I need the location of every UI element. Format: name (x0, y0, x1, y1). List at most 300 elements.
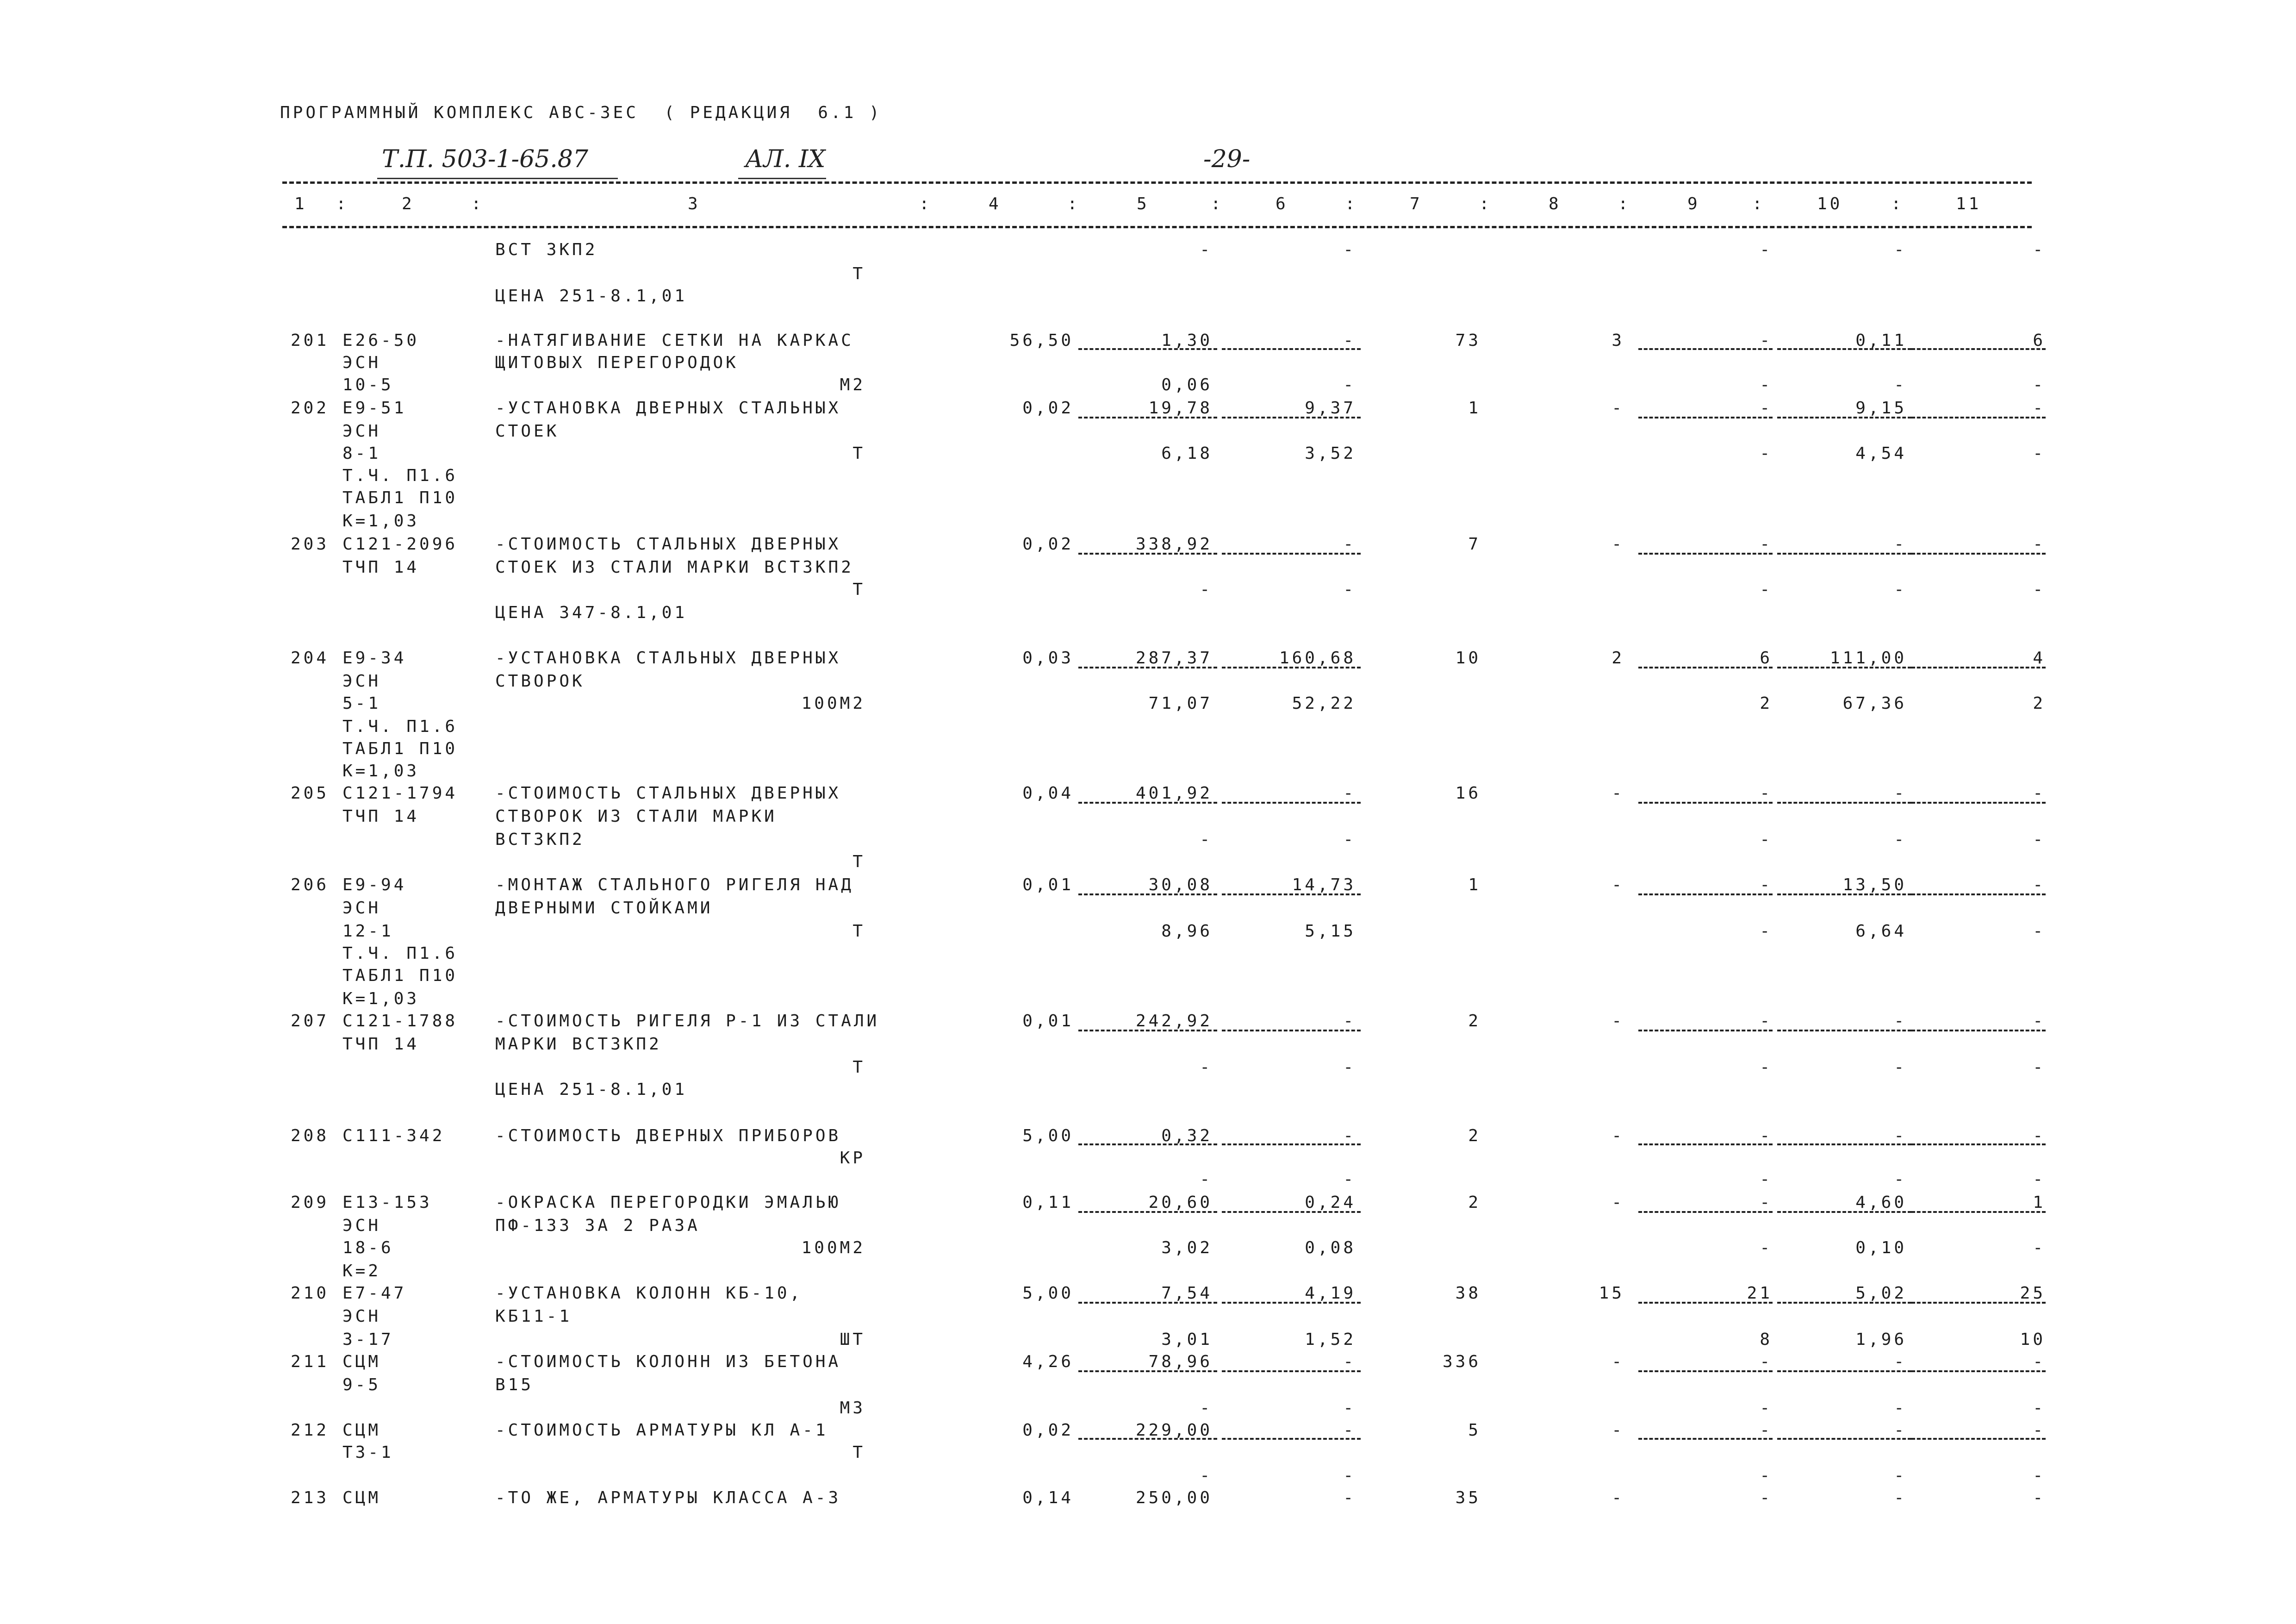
subtotal-rule (1638, 1370, 1773, 1372)
code-cell: СЦМ (342, 1352, 381, 1371)
col9-cell: - (1760, 1421, 1773, 1440)
code-cell: К=1,03 (342, 762, 420, 781)
subtotal-rule (1777, 1143, 1911, 1145)
col4-cell: 0,02 (1022, 535, 1074, 554)
description-cell: СТОЕК ИЗ СТАЛИ МАРКИ ВСТ3КП2 (495, 558, 854, 577)
description-cell: ЦЕНА 251-8.1,01 (495, 287, 688, 306)
unit-cell: Т (852, 444, 865, 463)
doc-code: Т.П. 503-1-65.87 (382, 145, 588, 173)
code-cell: К=1,03 (342, 989, 420, 1008)
col11-cell: 1 (2033, 1193, 2046, 1212)
col-sep: : (1752, 194, 1765, 213)
subtotal-rule (1911, 802, 2046, 804)
col6-cell: - (1343, 1399, 1356, 1418)
subtotal-rule (1078, 1438, 1217, 1440)
col4-cell: 0,02 (1022, 1421, 1074, 1440)
col11-cell: 10 (2020, 1330, 2046, 1349)
col4-cell: 0,04 (1022, 784, 1074, 803)
col10-cell: - (1894, 240, 1907, 259)
code-cell: ТАБЛ1 П10 (342, 966, 458, 985)
col-num-11: 11 (1956, 194, 1982, 213)
col6-cell: 5,15 (1305, 922, 1356, 941)
code-cell: 10-5 (342, 375, 394, 394)
col10-cell: 0,11 (1855, 331, 1907, 350)
description-cell: -НАТЯГИВАНИЕ СЕТКИ НА КАРКАС (495, 331, 854, 350)
unit-cell: ШТ (840, 1330, 865, 1349)
col6-cell: 1,52 (1305, 1330, 1356, 1349)
col9-cell: - (1760, 784, 1773, 803)
row-number: 203 (291, 535, 330, 554)
col-sep: : (1479, 194, 1492, 213)
subtotal-rule (1911, 1370, 2046, 1372)
col-sep: : (1211, 194, 1224, 213)
description-cell: -ТО ЖЕ, АРМАТУРЫ КЛАССА А-3 (495, 1488, 841, 1507)
subtotal-rule (1777, 802, 1911, 804)
col11-cell: - (2033, 580, 2046, 599)
col10-cell: 0,10 (1855, 1238, 1907, 1257)
col11-cell: - (2033, 784, 2046, 803)
subtotal-rule (1078, 893, 1217, 895)
row-number: 202 (291, 399, 330, 418)
col-num-1: 1 (294, 194, 307, 213)
description-cell: ЦЕНА 251-8.1,01 (495, 1080, 688, 1099)
code-cell: ТЧП 14 (342, 1035, 420, 1054)
col6-cell: - (1343, 1012, 1356, 1031)
subtotal-rule (1777, 553, 1911, 555)
code-cell: Т.Ч. П1.6 (342, 944, 458, 963)
description-cell: -СТОИМОСТЬ КОЛОНН ИЗ БЕТОНА (495, 1352, 841, 1371)
col7-cell: 7 (1468, 535, 1481, 554)
subtotal-rule (1777, 667, 1911, 668)
col5-cell: 20,60 (1148, 1193, 1213, 1212)
col11-cell: - (2033, 830, 2046, 849)
row-number: 209 (291, 1193, 330, 1212)
subtotal-rule (1911, 1438, 2046, 1440)
subtotal-rule (1078, 553, 1217, 555)
program-header: ПРОГРАММНЫЙ КОМПЛЕКС АВС-3ЕС ( РЕДАКЦИЯ 6.1 ) (280, 103, 882, 122)
code-cell: Е9-34 (342, 649, 407, 668)
unit-cell: Т (852, 1443, 865, 1462)
col8-cell: - (1612, 875, 1624, 894)
col8-cell: 15 (1599, 1284, 1624, 1303)
col5-cell: - (1200, 1399, 1213, 1418)
col11-cell: - (2033, 1170, 2046, 1189)
col6-cell: - (1343, 535, 1356, 554)
col6-cell: - (1343, 1488, 1356, 1507)
subtotal-rule (1638, 893, 1773, 895)
col10-cell: - (1894, 1170, 1907, 1189)
col-sep: : (336, 194, 349, 213)
col10-cell: 111,00 (1829, 649, 1907, 668)
col-num-7: 7 (1410, 194, 1423, 213)
code-cell: Т.Ч. П1.6 (342, 717, 458, 736)
col5-cell: 287,37 (1135, 649, 1213, 668)
col10-cell: 67,36 (1842, 694, 1907, 713)
col-sep: : (919, 194, 932, 213)
col6-cell: - (1343, 784, 1356, 803)
col10-cell: 1,96 (1855, 1330, 1907, 1349)
code-cell: 3-17 (342, 1330, 394, 1349)
col-sep: : (1345, 194, 1358, 213)
description-cell: -УСТАНОВКА СТАЛЬНЫХ ДВЕРНЫХ (495, 649, 841, 668)
col10-cell: - (1894, 1352, 1907, 1371)
col11-cell: - (2033, 1238, 2046, 1257)
col-sep: : (1067, 194, 1080, 213)
col5-cell: 8,96 (1161, 922, 1213, 941)
subtotal-rule (1638, 667, 1773, 668)
col5-cell: 3,01 (1161, 1330, 1213, 1349)
col11-cell: - (2033, 1058, 2046, 1077)
col11-cell: - (2033, 875, 2046, 894)
page-number: -29- (1203, 145, 1251, 173)
subtotal-rule (1911, 893, 2046, 895)
description-cell: СТВОРОК ИЗ СТАЛИ МАРКИ (495, 807, 777, 826)
code-cell: 12-1 (342, 922, 394, 941)
album-number: АЛ. IX (745, 145, 826, 173)
col5-cell: 250,00 (1135, 1488, 1213, 1507)
code-cell: ЭСН (342, 1307, 381, 1326)
col8-cell: - (1612, 1012, 1624, 1031)
col9-cell: 8 (1760, 1330, 1773, 1349)
subtotal-rule (1777, 1302, 1911, 1304)
col8-cell: - (1612, 535, 1624, 554)
col10-cell: - (1894, 1126, 1907, 1145)
col10-cell: - (1894, 830, 1907, 849)
col11-cell: - (2033, 240, 2046, 259)
subtotal-rule (1078, 1370, 1217, 1372)
code-cell: Т3-1 (342, 1443, 394, 1462)
col11-cell: 4 (2033, 649, 2046, 668)
col6-cell: 4,19 (1305, 1284, 1356, 1303)
col5-cell: 30,08 (1148, 875, 1213, 894)
subtotal-rule (1222, 553, 1361, 555)
col9-cell: - (1760, 444, 1773, 463)
col6-cell: - (1343, 331, 1356, 350)
col5-cell: 229,00 (1135, 1421, 1213, 1440)
description-cell: ЩИТОВЫХ ПЕРЕГОРОДОК (495, 353, 739, 372)
description-cell: -УСТАНОВКА ДВЕРНЫХ СТАЛЬНЫХ (495, 399, 841, 418)
col10-cell: - (1894, 535, 1907, 554)
col5-cell: 0,06 (1161, 375, 1213, 394)
header-rule-top (282, 181, 2032, 184)
unit-cell: Т (852, 852, 865, 871)
subtotal-rule (1222, 417, 1361, 418)
col11-cell: - (2033, 1466, 2046, 1485)
col11-cell: 2 (2033, 694, 2046, 713)
description-cell: ДВЕРНЫМИ СТОЙКАМИ (495, 899, 713, 918)
description-cell: СТОЕК (495, 422, 560, 441)
subtotal-rule (1638, 1143, 1773, 1145)
col5-cell: - (1200, 240, 1213, 259)
col4-cell: 0,14 (1022, 1488, 1074, 1507)
subtotal-rule (1638, 417, 1773, 418)
col4-cell: 4,26 (1022, 1352, 1074, 1371)
col5-cell: - (1200, 580, 1213, 599)
subtotal-rule (1777, 1370, 1911, 1372)
description-cell: -УСТАНОВКА КОЛОНН КБ-10, (495, 1284, 803, 1303)
col8-cell: - (1612, 1126, 1624, 1145)
col6-cell: - (1343, 1058, 1356, 1077)
col9-cell: - (1760, 580, 1773, 599)
col5-cell: 71,07 (1148, 694, 1213, 713)
code-cell: К=1,03 (342, 512, 420, 531)
col9-cell: 2 (1760, 694, 1773, 713)
col8-cell: - (1612, 1421, 1624, 1440)
col6-cell: 52,22 (1292, 694, 1356, 713)
code-cell: 9-5 (342, 1375, 381, 1394)
unit-cell: Т (852, 922, 865, 941)
col5-cell: 78,96 (1148, 1352, 1213, 1371)
col10-cell: 4,60 (1855, 1193, 1907, 1212)
col9-cell: - (1760, 535, 1773, 554)
code-cell: Е7-47 (342, 1284, 407, 1303)
subtotal-rule (1777, 893, 1911, 895)
code-cell: С121-1794 (342, 784, 458, 803)
col5-cell: 401,92 (1135, 784, 1213, 803)
col5-cell: 19,78 (1148, 399, 1213, 418)
col9-cell: 6 (1760, 649, 1773, 668)
col7-cell: 1 (1468, 875, 1481, 894)
unit-cell: Т (852, 580, 865, 599)
col4-cell: 5,00 (1022, 1284, 1074, 1303)
unit-cell: 100М2 (801, 1238, 865, 1257)
col8-cell: - (1612, 784, 1624, 803)
col7-cell: 2 (1468, 1193, 1481, 1212)
col4-cell: 0,11 (1022, 1193, 1074, 1212)
subtotal-rule (1911, 1302, 2046, 1304)
code-cell: С121-1788 (342, 1012, 458, 1031)
col5-cell: 242,92 (1135, 1012, 1213, 1031)
header-rule-bottom (282, 226, 2032, 228)
col-num-3: 3 (688, 194, 701, 213)
col10-cell: - (1894, 1058, 1907, 1077)
col6-cell: - (1343, 240, 1356, 259)
col6-cell: 0,08 (1305, 1238, 1356, 1257)
row-number: 211 (291, 1352, 330, 1371)
subtotal-rule (1911, 417, 2046, 418)
code-cell: С111-342 (342, 1126, 445, 1145)
col5-cell: 7,54 (1161, 1284, 1213, 1303)
subtotal-rule (1078, 667, 1217, 668)
subtotal-rule (1078, 348, 1217, 350)
code-cell: ЭСН (342, 422, 381, 441)
col8-cell: 3 (1612, 331, 1624, 350)
col8-cell: 2 (1612, 649, 1624, 668)
col7-cell: 2 (1468, 1012, 1481, 1031)
col9-cell: - (1760, 1193, 1773, 1212)
code-cell: ТАБЛ1 П10 (342, 739, 458, 758)
code-cell: Е26-50 (342, 331, 420, 350)
description-cell: В15 (495, 1375, 534, 1394)
col10-cell: 6,64 (1855, 922, 1907, 941)
code-cell: 8-1 (342, 444, 381, 463)
col10-cell: 13,50 (1842, 875, 1907, 894)
subtotal-rule (1222, 1370, 1361, 1372)
col9-cell: - (1760, 331, 1773, 350)
col-num-9: 9 (1687, 194, 1700, 213)
col9-cell: - (1760, 1170, 1773, 1189)
col9-cell: - (1760, 922, 1773, 941)
col4-cell: 56,50 (1009, 331, 1074, 350)
col10-cell: - (1894, 580, 1907, 599)
subtotal-rule (1911, 348, 2046, 350)
description-cell: -ОКРАСКА ПЕРЕГОРОДКИ ЭМАЛЬЮ (495, 1193, 841, 1212)
col11-cell: - (2033, 535, 2046, 554)
subtotal-rule (1222, 1030, 1361, 1031)
col-num-6: 6 (1276, 194, 1288, 213)
col10-cell: - (1894, 375, 1907, 394)
col11-cell: - (2033, 922, 2046, 941)
col7-cell: 35 (1455, 1488, 1481, 1507)
col6-cell: 160,68 (1279, 649, 1356, 668)
row-number: 204 (291, 649, 330, 668)
col9-cell: - (1760, 399, 1773, 418)
col-num-10: 10 (1817, 194, 1843, 213)
subtotal-rule (1222, 1438, 1361, 1440)
col6-cell: - (1343, 1126, 1356, 1145)
code-cell: ЭСН (342, 353, 381, 372)
doc-code-underline (377, 178, 618, 179)
code-cell: 18-6 (342, 1238, 394, 1257)
subtotal-rule (1911, 1030, 2046, 1031)
subtotal-rule (1777, 1030, 1911, 1031)
col11-cell: 6 (2033, 331, 2046, 350)
col10-cell: - (1894, 1488, 1907, 1507)
subtotal-rule (1638, 802, 1773, 804)
col11-cell: - (2033, 399, 2046, 418)
col10-cell: - (1894, 1399, 1907, 1418)
col7-cell: 1 (1468, 399, 1481, 418)
row-number: 207 (291, 1012, 330, 1031)
col4-cell: 0,03 (1022, 649, 1074, 668)
col10-cell: 5,02 (1855, 1284, 1907, 1303)
col5-cell: 1,30 (1161, 331, 1213, 350)
unit-cell: КР (840, 1149, 865, 1168)
col5-cell: - (1200, 830, 1213, 849)
subtotal-rule (1777, 417, 1911, 418)
col5-cell: - (1200, 1466, 1213, 1485)
subtotal-rule (1911, 1143, 2046, 1145)
col9-cell: - (1760, 830, 1773, 849)
col5-cell: 0,32 (1161, 1126, 1213, 1145)
subtotal-rule (1638, 1302, 1773, 1304)
row-number: 201 (291, 331, 330, 350)
col11-cell: - (2033, 375, 2046, 394)
subtotal-rule (1638, 1211, 1773, 1213)
col5-cell: - (1200, 1170, 1213, 1189)
unit-cell: Т (852, 1058, 865, 1077)
col11-cell: - (2033, 1126, 2046, 1145)
col6-cell: - (1343, 1352, 1356, 1371)
subtotal-rule (1222, 348, 1361, 350)
col11-cell: - (2033, 444, 2046, 463)
code-cell: Е13-153 (342, 1193, 432, 1212)
row-number: 212 (291, 1421, 330, 1440)
description-cell: СТВОРОК (495, 672, 585, 691)
col5-cell: - (1200, 1058, 1213, 1077)
description-cell: ЦЕНА 347-8.1,01 (495, 603, 688, 622)
subtotal-rule (1078, 1302, 1217, 1304)
col6-cell: - (1343, 580, 1356, 599)
subtotal-rule (1222, 1302, 1361, 1304)
subtotal-rule (1911, 553, 2046, 555)
col11-cell: - (2033, 1399, 2046, 1418)
subtotal-rule (1638, 1030, 1773, 1031)
col10-cell: 9,15 (1855, 399, 1907, 418)
code-cell: Т.Ч. П1.6 (342, 466, 458, 485)
col7-cell: 2 (1468, 1126, 1481, 1145)
code-cell: С121-2096 (342, 535, 458, 554)
code-cell: Е9-94 (342, 875, 407, 894)
code-cell: 5-1 (342, 694, 381, 713)
col11-cell: 25 (2020, 1284, 2046, 1303)
col9-cell: - (1760, 375, 1773, 394)
subtotal-rule (1078, 1211, 1217, 1213)
row-number: 213 (291, 1488, 330, 1507)
col11-cell: - (2033, 1012, 2046, 1031)
col6-cell: 3,52 (1305, 444, 1356, 463)
col9-cell: - (1760, 1058, 1773, 1077)
row-number: 206 (291, 875, 330, 894)
col9-cell: - (1760, 1012, 1773, 1031)
subtotal-rule (1638, 348, 1773, 350)
col8-cell: - (1612, 399, 1624, 418)
subtotal-rule (1078, 417, 1217, 418)
col7-cell: 336 (1442, 1352, 1481, 1371)
col6-cell: - (1343, 375, 1356, 394)
description-cell: МАРКИ ВСТ3КП2 (495, 1035, 662, 1054)
col5-cell: 6,18 (1161, 444, 1213, 463)
col6-cell: - (1343, 1466, 1356, 1485)
subtotal-rule (1638, 553, 1773, 555)
col9-cell: - (1760, 875, 1773, 894)
subtotal-rule (1222, 802, 1361, 804)
description-cell: ВСТ 3КП2 (495, 240, 598, 259)
code-cell: СЦМ (342, 1421, 381, 1440)
subtotal-rule (1222, 1211, 1361, 1213)
unit-cell: 100М2 (801, 694, 865, 713)
col7-cell: 10 (1455, 649, 1481, 668)
col9-cell: - (1760, 1126, 1773, 1145)
col9-cell: - (1760, 1238, 1773, 1257)
col7-cell: 73 (1455, 331, 1481, 350)
col10-cell: - (1894, 1466, 1907, 1485)
col8-cell: - (1612, 1488, 1624, 1507)
col9-cell: - (1760, 1466, 1773, 1485)
description-cell: -СТОИМОСТЬ ДВЕРНЫХ ПРИБОРОВ (495, 1126, 841, 1145)
subtotal-rule (1638, 1438, 1773, 1440)
col4-cell: 0,01 (1022, 1012, 1074, 1031)
col6-cell: 9,37 (1305, 399, 1356, 418)
col10-cell: - (1894, 784, 1907, 803)
col5-cell: 338,92 (1135, 535, 1213, 554)
col8-cell: - (1612, 1352, 1624, 1371)
code-cell: ЭСН (342, 1216, 381, 1235)
subtotal-rule (1078, 1143, 1217, 1145)
col10-cell: - (1894, 1012, 1907, 1031)
col4-cell: 5,00 (1022, 1126, 1074, 1145)
album-underline (738, 178, 826, 179)
col5-cell: 3,02 (1161, 1238, 1213, 1257)
code-cell: ТЧП 14 (342, 558, 420, 577)
description-cell: ВСТ3КП2 (495, 830, 585, 849)
subtotal-rule (1222, 667, 1361, 668)
subtotal-rule (1777, 348, 1911, 350)
col-sep: : (1618, 194, 1631, 213)
col9-cell: 21 (1747, 1284, 1773, 1303)
description-cell: КБ11-1 (495, 1307, 572, 1326)
code-cell: Е9-51 (342, 399, 407, 418)
